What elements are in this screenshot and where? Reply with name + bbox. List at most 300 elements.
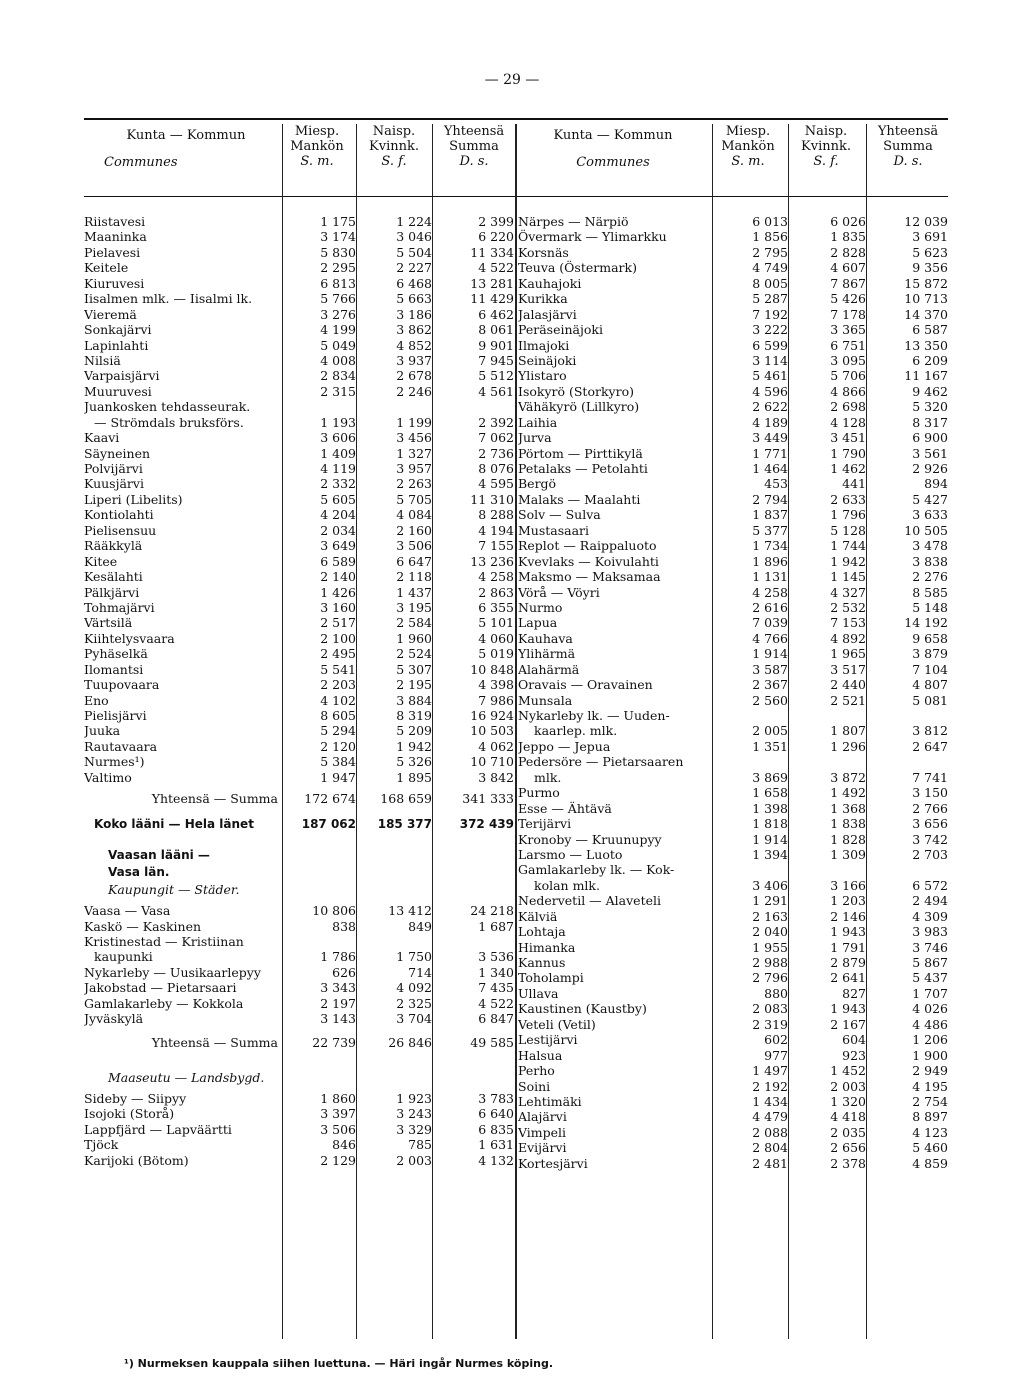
- total-value: 9 462: [912, 383, 948, 399]
- row-label: Esse — Ähtävä: [518, 800, 612, 816]
- male-value: 4 102: [320, 692, 356, 708]
- total-value: 8 061: [478, 322, 514, 338]
- male-value: 8 005: [752, 275, 788, 291]
- total-value: 3 691: [912, 229, 948, 245]
- male-value: 3 449: [752, 430, 788, 446]
- female-value: 1 942: [830, 553, 866, 569]
- total-value: 341 333: [462, 791, 514, 807]
- row-label: Replot — Raippaluoto: [518, 538, 657, 554]
- female-value: 3 365: [830, 322, 866, 338]
- table-row: [518, 893, 948, 908]
- female-value: 1 199: [396, 414, 432, 430]
- row-label: mlk.: [534, 769, 562, 785]
- table-row: [518, 446, 948, 461]
- table-row: [518, 384, 948, 399]
- male-value: 2 517: [320, 615, 356, 631]
- female-value: 2 167: [830, 1016, 866, 1032]
- table-row: [518, 785, 948, 800]
- table-row: [518, 276, 948, 291]
- table-row: [84, 461, 514, 476]
- header-left-yhteensa: [438, 124, 510, 169]
- row-label: Sonkajärvi: [84, 322, 152, 338]
- female-value: 2 003: [396, 1152, 432, 1168]
- row-label: Kurikka: [518, 291, 568, 307]
- row-label: Kannus: [518, 955, 566, 970]
- male-value: 7 192: [752, 306, 788, 322]
- female-value: 4 866: [830, 383, 866, 399]
- total-value: 7 155: [478, 538, 514, 554]
- female-value: 2 828: [830, 244, 866, 260]
- row-label: Malaks — Maalahti: [518, 491, 641, 507]
- table-row: [84, 430, 514, 445]
- header-sm: S. m.: [731, 154, 765, 169]
- table-row: [84, 446, 514, 461]
- total-value: 4 859: [912, 1155, 948, 1171]
- female-value: 1 744: [830, 538, 866, 554]
- row-label: Nilsiä: [84, 352, 121, 368]
- male-value: 602: [764, 1032, 788, 1048]
- male-value: 8 605: [320, 708, 356, 723]
- spacer: [84, 832, 514, 848]
- total-value: 13 350: [904, 337, 948, 353]
- male-value: 3 406: [752, 877, 788, 893]
- total-value: 1 687: [478, 918, 514, 934]
- female-value: 3 329: [396, 1121, 432, 1137]
- table-row: [518, 353, 948, 368]
- row-label: — Strömdals bruksförs.: [94, 414, 244, 430]
- row-label: Kuusjärvi: [84, 476, 144, 492]
- row-label: Jeppo — Jepua: [518, 738, 611, 754]
- table-row: [518, 245, 948, 260]
- header-right-kunta: [520, 124, 706, 170]
- total-value: 4 123: [912, 1124, 948, 1140]
- total-value: 2 736: [478, 445, 514, 461]
- total-value: 11 429: [470, 291, 514, 307]
- male-value: 3 587: [752, 661, 788, 677]
- table-row: [84, 600, 514, 615]
- table-row: [84, 1153, 514, 1168]
- male-value: 1 955: [752, 939, 788, 955]
- female-value: 7 178: [830, 306, 866, 322]
- section-heading: [84, 865, 514, 882]
- header-right-naisp: [794, 124, 858, 169]
- table-row: [84, 1137, 514, 1152]
- total-value: 7 104: [912, 661, 948, 677]
- female-value: 8 319: [396, 708, 432, 723]
- header-kunta-label: Kunta — Kommun: [553, 128, 673, 143]
- total-value: 3 838: [912, 553, 948, 569]
- total-value: 5 460: [912, 1140, 948, 1156]
- table-row: [84, 214, 514, 229]
- row-label: Kaavi: [84, 430, 120, 446]
- row-label: Tjöck: [84, 1137, 119, 1153]
- total-value: 894: [924, 476, 948, 492]
- male-value: 5 377: [752, 522, 788, 538]
- total-value: 10 713: [904, 291, 948, 307]
- male-value: 5 384: [320, 754, 356, 770]
- total-value: 5 867: [912, 955, 948, 970]
- table-row: [84, 631, 514, 646]
- male-value: 1 394: [752, 846, 788, 862]
- table-row: [518, 1001, 948, 1016]
- female-value: 2 146: [830, 908, 866, 924]
- female-value: 849: [408, 918, 432, 934]
- female-value: 2 641: [830, 970, 866, 986]
- male-value: 2 040: [752, 924, 788, 940]
- male-value: 10 806: [312, 903, 356, 919]
- row-label: Lohtaja: [518, 924, 566, 940]
- male-value: 1 896: [752, 553, 788, 569]
- male-value: 5 287: [752, 291, 788, 307]
- female-value: 7 867: [830, 275, 866, 291]
- header-naisp: Naisp.: [804, 124, 848, 139]
- total-value: 4 486: [912, 1016, 948, 1032]
- row-label: Keitele: [84, 260, 129, 276]
- female-value: 1 790: [830, 445, 866, 461]
- total-value: 1 631: [478, 1137, 514, 1153]
- table-row: [518, 368, 948, 383]
- male-value: 7 039: [752, 615, 788, 631]
- female-value: 2 440: [830, 677, 866, 693]
- total-value: 2 926: [912, 461, 948, 476]
- total-value: 2 949: [912, 1063, 948, 1079]
- female-value: 3 872: [830, 769, 866, 785]
- row-label: Pielavesi: [84, 244, 141, 260]
- header-kunta-label: Kunta — Kommun: [126, 128, 246, 143]
- male-value: 1 947: [320, 769, 356, 785]
- male-value: 2 120: [320, 738, 356, 754]
- female-value: 1 320: [830, 1093, 866, 1109]
- female-value: 1 452: [830, 1063, 866, 1079]
- male-value: 172 674: [304, 791, 356, 807]
- header-yhteensa: Yhteensä: [443, 124, 505, 139]
- table-row: [518, 878, 948, 893]
- total-value: 3 812: [912, 723, 948, 739]
- male-value: 1 193: [320, 414, 356, 430]
- male-value: 1 837: [752, 507, 788, 523]
- total-value: 6 209: [912, 352, 948, 368]
- subsection-heading-text: Maaseutu — Landsbygd.: [108, 1070, 265, 1085]
- total-value: 49 585: [470, 1034, 514, 1050]
- female-value: 1 437: [396, 584, 432, 600]
- total-value: 5 320: [912, 399, 948, 415]
- header-left-miesp: [286, 124, 348, 169]
- table-row: [84, 754, 514, 769]
- female-value: 1 895: [396, 769, 432, 785]
- male-value: 1 497: [752, 1063, 788, 1079]
- table-row: [84, 723, 514, 738]
- female-value: 5 326: [396, 754, 432, 770]
- row-label: Yhteensä — Summa: [151, 1034, 278, 1050]
- total-value: 10 505: [904, 522, 948, 538]
- male-value: 2 495: [320, 646, 356, 662]
- total-value: 11 334: [470, 244, 514, 260]
- female-value: 2 227: [396, 260, 432, 276]
- table-row: [84, 276, 514, 291]
- row-label: Alahärmä: [518, 661, 580, 677]
- row-label: Liperi (Libelits): [84, 491, 183, 507]
- total-value: 10 848: [470, 661, 514, 677]
- header-miesp: Miesp.: [725, 124, 771, 139]
- row-label: Lestijärvi: [518, 1032, 578, 1048]
- row-label: Laihia: [518, 414, 558, 430]
- male-value: 5 294: [320, 723, 356, 739]
- female-value: 441: [842, 476, 866, 492]
- total-value: 9 356: [912, 260, 948, 276]
- total-value: 3 783: [478, 1091, 514, 1106]
- table-row: [518, 1125, 948, 1140]
- table-row: [84, 965, 514, 980]
- female-value: 1 965: [830, 646, 866, 662]
- row-label: Pälkjärvi: [84, 584, 140, 600]
- male-value: 5 461: [752, 368, 788, 384]
- female-value: 3 506: [396, 538, 432, 554]
- total-value: 4 309: [912, 908, 948, 924]
- row-label: Lehtimäki: [518, 1093, 582, 1109]
- total-value: 6 900: [912, 430, 948, 446]
- row-label: Evijärvi: [518, 1140, 567, 1156]
- row-label: Tohmajärvi: [84, 599, 155, 615]
- row-label: Juuka: [84, 723, 121, 739]
- male-value: 3 143: [320, 1011, 356, 1027]
- male-value: 3 160: [320, 599, 356, 615]
- row-label: Peräseinäjoki: [518, 322, 603, 338]
- male-value: 2 192: [752, 1078, 788, 1094]
- female-value: 2 656: [830, 1140, 866, 1156]
- male-value: 6 813: [320, 275, 356, 291]
- row-label: Seinäjoki: [518, 352, 577, 368]
- total-value: 3 150: [912, 785, 948, 801]
- male-value: 6 589: [320, 553, 356, 569]
- male-value: 1 914: [752, 646, 788, 662]
- row-label: Gamlakarleby — Kokkola: [84, 995, 244, 1011]
- header-sm: S. m.: [300, 154, 334, 169]
- row-label: Valtimo: [84, 769, 132, 785]
- row-label: Korsnäs: [518, 244, 569, 260]
- table-row: [518, 847, 948, 862]
- table-row: [518, 476, 948, 491]
- row-label: Nurmes¹): [84, 754, 145, 770]
- female-value: 3 243: [396, 1106, 432, 1122]
- row-label: Maksmo — Maksamaa: [518, 569, 661, 585]
- total-value: 12 039: [904, 214, 948, 229]
- male-value: 3 222: [752, 322, 788, 338]
- row-label: Ilmajoki: [518, 337, 570, 353]
- row-label: Kaustinen (Kaustby): [518, 1001, 647, 1017]
- row-label: Eno: [84, 692, 109, 708]
- row-label: Kauhajoki: [518, 275, 582, 291]
- male-value: 1 175: [320, 214, 356, 229]
- page-number: — 29 —: [484, 72, 540, 88]
- total-value: 6 835: [478, 1121, 514, 1137]
- female-value: 5 209: [396, 723, 432, 739]
- row-label: Isokyrö (Storkyro): [518, 383, 634, 399]
- table-row: [84, 492, 514, 507]
- male-value: 838: [332, 918, 356, 934]
- total-value: 8 288: [478, 507, 514, 523]
- table-row: [84, 662, 514, 677]
- row-label: Nedervetil — Alaveteli: [518, 893, 661, 909]
- total-value: 7 435: [478, 980, 514, 996]
- total-value: 13 236: [470, 553, 514, 569]
- row-label: Vimpeli: [518, 1124, 567, 1140]
- table-row: [84, 708, 514, 723]
- total-value: 4 807: [912, 677, 948, 693]
- male-value: 1 426: [320, 584, 356, 600]
- table-row: [518, 322, 948, 337]
- male-value: 2 295: [320, 260, 356, 276]
- female-value: 5 426: [830, 291, 866, 307]
- header-left-naisp: [362, 124, 426, 169]
- table-row: [84, 817, 514, 832]
- total-value: 4 026: [912, 1001, 948, 1017]
- row-label: Kauhava: [518, 630, 573, 646]
- row-label: Kälviä: [518, 908, 558, 924]
- male-value: 2 088: [752, 1124, 788, 1140]
- female-value: 6 026: [830, 214, 866, 229]
- total-value: 3 842: [478, 769, 514, 785]
- total-value: 4 561: [478, 383, 514, 399]
- total-value: 4 522: [478, 995, 514, 1011]
- table-row: [518, 1017, 948, 1032]
- table-row: [518, 693, 948, 708]
- male-value: 2 796: [752, 970, 788, 986]
- total-value: 2 863: [478, 584, 514, 600]
- total-value: 4 060: [478, 630, 514, 646]
- female-value: 5 128: [830, 522, 866, 538]
- male-value: 3 343: [320, 980, 356, 996]
- female-value: 2 698: [830, 399, 866, 415]
- male-value: 3 174: [320, 229, 356, 245]
- male-value: 2 140: [320, 569, 356, 585]
- total-value: 1 340: [478, 964, 514, 980]
- row-label: Jyväskylä: [84, 1011, 144, 1027]
- male-value: 2 129: [320, 1152, 356, 1168]
- table-row: [84, 677, 514, 692]
- total-value: 1 900: [912, 1047, 948, 1063]
- header-ds: D. s.: [459, 154, 489, 169]
- row-label: Alajärvi: [518, 1109, 567, 1125]
- table-row: [84, 903, 514, 918]
- table-row: [518, 924, 948, 939]
- header-right-miesp: [716, 124, 780, 169]
- row-label: Säyneinen: [84, 445, 151, 461]
- total-value: 5 427: [912, 491, 948, 507]
- female-value: 1 462: [830, 461, 866, 476]
- subsection-heading-text: Kaupungit — Städer.: [108, 882, 240, 898]
- table-row: [518, 708, 948, 723]
- total-value: 4 258: [478, 569, 514, 585]
- male-value: 2 804: [752, 1140, 788, 1156]
- row-label: Vörå — Vöyri: [518, 584, 600, 600]
- total-value: 5 437: [912, 970, 948, 986]
- row-label: Polvijärvi: [84, 461, 143, 476]
- male-value: 3 506: [320, 1121, 356, 1137]
- total-value: 3 478: [912, 538, 948, 554]
- total-value: 4 062: [478, 738, 514, 754]
- subsection-heading: [84, 882, 514, 899]
- total-value: 16 924: [470, 708, 514, 723]
- row-label: Pielisensuu: [84, 522, 157, 538]
- male-value: 3 649: [320, 538, 356, 554]
- total-value: 2 399: [478, 214, 514, 229]
- row-label: Kristinestad — Kristiinan: [84, 933, 244, 949]
- total-value: 1 206: [912, 1032, 948, 1048]
- table-row: [518, 600, 948, 615]
- row-label: Kontiolahti: [84, 507, 154, 523]
- row-label: Vieremä: [84, 306, 137, 322]
- female-value: 2 003: [830, 1078, 866, 1094]
- table-row: [518, 739, 948, 754]
- header-yhteensa: Yhteensä: [877, 124, 939, 139]
- female-value: 3 456: [396, 430, 432, 446]
- row-label: Larsmo — Luoto: [518, 846, 623, 862]
- female-value: 2 532: [830, 599, 866, 615]
- total-value: 2 647: [912, 738, 948, 754]
- male-value: 4 258: [752, 584, 788, 600]
- row-label: Lappfjärd — Lapväärtti: [84, 1121, 232, 1137]
- table-row: [518, 662, 948, 677]
- row-label: Iisalmen mlk. — Iisalmi lk.: [84, 291, 253, 307]
- male-value: 5 605: [320, 491, 356, 507]
- table-row: [84, 523, 514, 538]
- table-row: [518, 940, 948, 955]
- female-value: 1 309: [830, 846, 866, 862]
- female-value: 1 145: [830, 569, 866, 585]
- header-naisp: Naisp.: [372, 124, 416, 139]
- table-row: [84, 476, 514, 491]
- male-value: 2 616: [752, 599, 788, 615]
- row-label: Bergö: [518, 476, 557, 492]
- female-value: 2 678: [396, 368, 432, 384]
- male-value: 2 319: [752, 1016, 788, 1032]
- male-value: 3 606: [320, 430, 356, 446]
- male-value: 2 083: [752, 1001, 788, 1017]
- row-label: Isojoki (Storå): [84, 1106, 175, 1122]
- female-value: 1 791: [830, 939, 866, 955]
- table-row: [84, 693, 514, 708]
- male-value: 1 860: [320, 1091, 356, 1106]
- total-value: 2 494: [912, 893, 948, 909]
- male-value: 1 771: [752, 445, 788, 461]
- total-value: 2 766: [912, 800, 948, 816]
- total-value: 5 101: [478, 615, 514, 631]
- female-value: 7 153: [830, 615, 866, 631]
- total-value: 5 512: [478, 368, 514, 384]
- subsection-heading: [84, 1070, 514, 1087]
- male-value: 4 596: [752, 383, 788, 399]
- table-row: [84, 353, 514, 368]
- male-value: 1 658: [752, 785, 788, 801]
- row-label: Toholampi: [518, 970, 584, 986]
- female-value: 5 504: [396, 244, 432, 260]
- female-value: 5 663: [396, 291, 432, 307]
- total-value: 6 847: [478, 1011, 514, 1027]
- male-value: 1 409: [320, 445, 356, 461]
- header-ds: D. s.: [893, 154, 923, 169]
- row-label: Kaskö — Kaskinen: [84, 918, 202, 934]
- total-value: 3 746: [912, 939, 948, 955]
- row-label: Oravais — Oravainen: [518, 677, 653, 693]
- female-value: 923: [842, 1047, 866, 1063]
- row-label: Petalaks — Petolahti: [518, 461, 648, 476]
- female-value: 1 835: [830, 229, 866, 245]
- female-value: 2 195: [396, 677, 432, 693]
- table-row: [84, 507, 514, 522]
- female-value: 2 325: [396, 995, 432, 1011]
- table-row: [518, 723, 948, 738]
- row-label: Karijoki (Bötom): [84, 1152, 189, 1168]
